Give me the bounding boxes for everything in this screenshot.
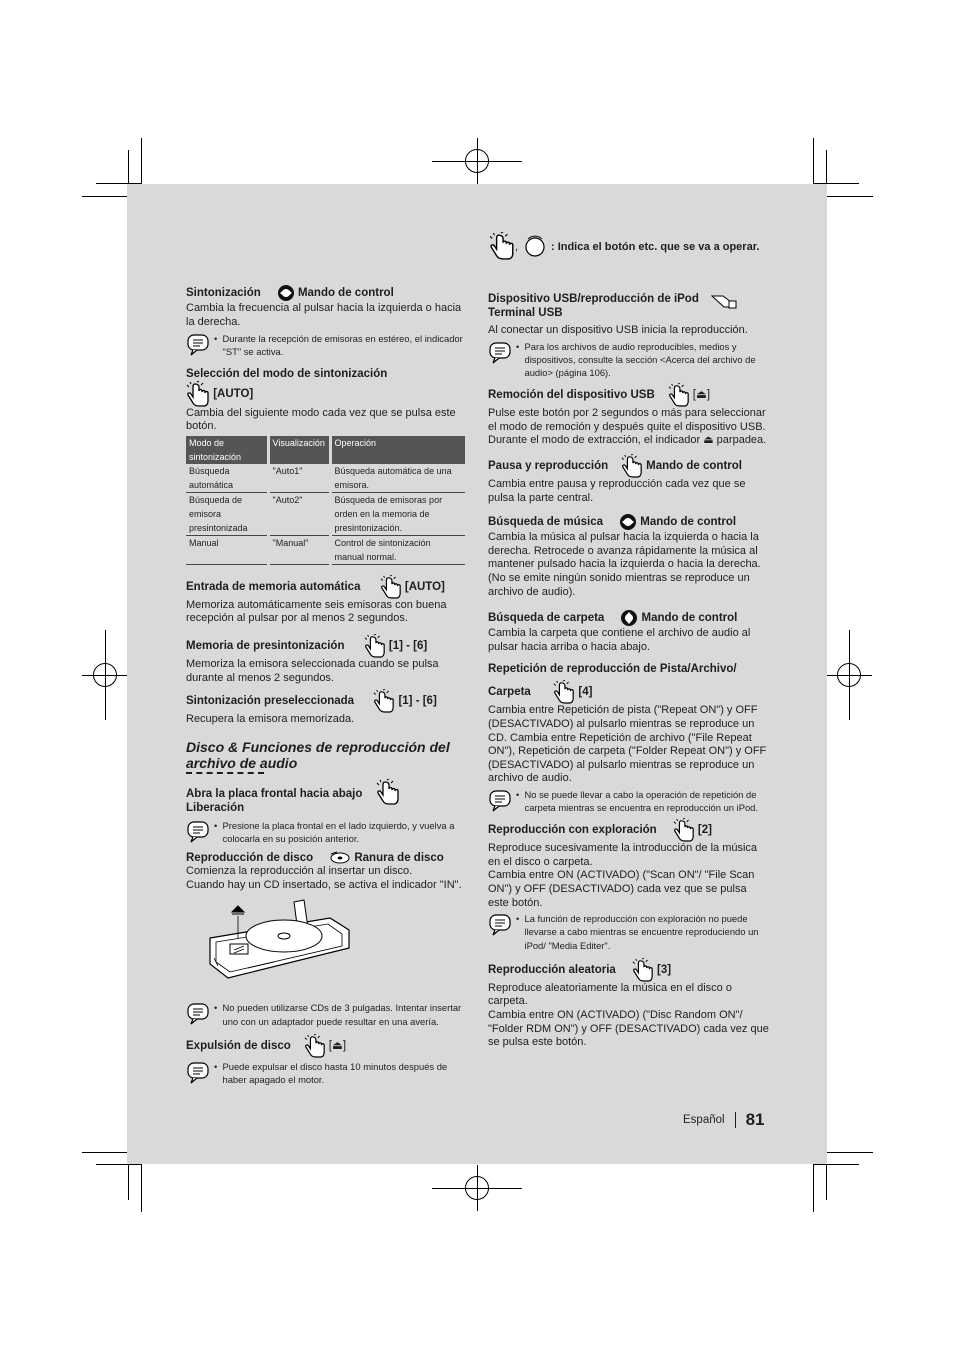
- table-row: [186, 492, 467, 535]
- note-icon: [488, 914, 512, 936]
- note-icon: [488, 790, 512, 812]
- modo-control-line: [186, 381, 468, 407]
- expulsion-note: • Puede expulsar el disco hasta 10 minutos después de haber apagado el motor.: [186, 1060, 468, 1086]
- control-knob-icon: [619, 513, 637, 531]
- hand-press-icon: [621, 454, 643, 478]
- musica-body: Cambia la música al pulsar hacia la izquierda o hacia la derecha. Retrocede o avanza rápidamente la música al mantener pulsado hacia la izquierda o hacia la derecha. (No se emite ningún sonido mientras se reproduce un archivo de audio).: [488, 531, 761, 598]
- table-row: [186, 464, 467, 493]
- remocion-heading: [488, 383, 770, 407]
- musica-control: Mando de control: [640, 516, 737, 529]
- entrada-title: Entrada de memoria automática: [186, 580, 361, 593]
- aleatoria-body1: Reproduce aleatoriamente la música en el disco o carpeta.: [488, 981, 732, 1008]
- footer-divider: [735, 1112, 736, 1128]
- hand-press-icon: [489, 232, 515, 260]
- presel-title: Sintonización preseleccionada: [186, 695, 355, 708]
- hand-press-icon: [380, 575, 402, 599]
- pausa-heading: [488, 454, 770, 478]
- carpeta-control: Mando de control: [641, 612, 738, 625]
- modo-control: [AUTO]: [213, 387, 254, 400]
- footer-language: Español: [683, 1114, 725, 1126]
- pausa-title: Pausa y reproducción: [488, 460, 609, 473]
- hand-press-icon: [186, 381, 210, 407]
- abra-note-text: Presione la placa frontal en el lado izquierdo, y vuelva a colocarla en su posición anterior.: [222, 819, 455, 844]
- repeticion-note-text: No se puede llevar a cabo la operación de repetición de carpeta mientras se encuentra en reproducción un iPod.: [524, 788, 758, 814]
- abra-note: • Presione la placa frontal en el lado izquierdo, y vuelva a colocarla en su posición anterior.: [186, 819, 468, 845]
- repeticion-control: [4]: [578, 686, 593, 699]
- sintonizacion-title: Sintonización: [186, 287, 261, 300]
- repeticion-title: Repetición de reproducción de Pista/Archivo/: [488, 663, 737, 676]
- usb-title: Dispositivo USB/reproducción de iPod: [488, 293, 699, 305]
- repro-note: • No pueden utilizarse CDs de 3 pulgadas. Intentar insertar uno con un adaptador puede resultar en una avería.: [186, 1001, 468, 1027]
- disc-slot-icon: [329, 851, 351, 865]
- usb-note: • Para los archivos de audio reproducibles, medios y dispositivos, consulte la sección <Acerca del archivo de audio> (página 106).: [488, 340, 770, 380]
- hand-press-icon: [364, 634, 386, 658]
- usb-title2: Terminal USB: [488, 307, 563, 319]
- repro-title: Reproducción de disco: [186, 852, 314, 865]
- sintonizacion-note-text: Durante la recepción de emisoras en estéreo, el indicador "ST" se activa.: [222, 333, 463, 358]
- usb-note-text: Para los archivos de audio reproducibles, medios y dispositivos, consulte la sección <Acerca del archivo de audio> (página 106).: [524, 340, 756, 378]
- usb-body: Al conectar un dispositivo USB inicia la reproducción.: [488, 324, 748, 336]
- abra-title2: Liberación: [186, 801, 245, 814]
- exploracion-note-text: La función de reproducción con exploración no puede llevarse a cabo mientras se encuentre reproduciendo un iPod/ "Media Editer".: [524, 913, 759, 951]
- legend-comma: ,: [515, 241, 519, 254]
- table-header: Operación: [330, 436, 467, 464]
- table-cell: Búsqueda automática de una emisora.: [330, 464, 467, 493]
- memoria-control: [1] - [6]: [388, 640, 428, 652]
- table-header: Visualización: [268, 436, 330, 464]
- repro-note-text: No pueden utilizarse CDs de 3 pulgadas. Intentar insertar uno con un adaptador puede resultar en una avería.: [222, 1002, 462, 1027]
- table-cell: "Auto2": [268, 492, 330, 535]
- sintonizacion-note: • Durante la recepción de emisoras en estéreo, el indicador "ST" se activa.: [186, 332, 468, 358]
- pausa-control: Mando de control: [646, 460, 742, 473]
- note-icon: [186, 821, 210, 843]
- usb-heading: [488, 292, 770, 320]
- exploracion-heading: [488, 818, 770, 842]
- hand-press-icon: [553, 680, 575, 704]
- modo-title: Selección del modo de sintonización: [186, 367, 388, 380]
- hand-press-icon: [673, 818, 695, 842]
- rotary-knob-icon: [523, 234, 547, 258]
- presel-heading: [186, 689, 468, 713]
- table-row: [186, 535, 467, 564]
- table-cell: Búsqueda de emisora presintonizada: [186, 492, 268, 535]
- repro-body2: Cuando hay un CD insertado, se activa el indicador "IN".: [186, 878, 462, 891]
- hand-press-icon: [304, 1034, 326, 1058]
- hand-press-icon: [632, 958, 654, 982]
- disc-insertion-illustration: [204, 898, 364, 993]
- table-cell: Control de sintonización manual normal.: [330, 535, 467, 564]
- repeticion-note: • No se puede llevar a cabo la operación de repetición de carpeta mientras se encuentra en reproducción un iPod.: [488, 788, 770, 814]
- table-cell: Búsqueda de emisoras por orden en la memoria de presintonización.: [330, 492, 467, 535]
- aleatoria-heading: [488, 958, 770, 982]
- table-cell: "Auto1": [268, 464, 330, 493]
- repeticion-body: Cambia entre Repetición de pista ("Repeat ON") y OFF (DESACTIVADO) al pulsarlo mientras se reproduce un CD. Cambia entre Repetición de archivo ("File Repeat ON"), Repetición de carpeta ("Folder Repeat ON") y OFF (DESACTIVADO) al pulsarlo mientras se reproduce un archivo de audio.: [488, 704, 767, 785]
- carpeta-title: Búsqueda de carpeta: [488, 612, 605, 625]
- exploracion-title: Reproducción con exploración: [488, 824, 657, 837]
- modo-body: Cambia del siguiente modo cada vez que se pulsa este botón.: [186, 406, 456, 433]
- memoria-heading: [186, 634, 468, 658]
- remocion-body: Pulse este botón por 2 segundos o más para seleccionar el modo de remoción y después quite el dispositivo USB. Durante el modo de extracción, el indicador ⏏ parpadea.: [488, 407, 767, 447]
- abra-heading: [186, 787, 468, 815]
- control-knob-vertical-icon: [620, 609, 638, 627]
- usb-plug-icon: [711, 292, 737, 310]
- entrada-heading: [186, 575, 468, 599]
- repeticion-heading: [488, 680, 770, 704]
- page-footer: [683, 1110, 764, 1130]
- legend: [489, 232, 759, 260]
- exploracion-note: • La función de reproducción con exploración no puede llevarse a cabo mientras se encuentre reproduciendo un iPod/ "Media Editer".: [488, 912, 770, 952]
- left-column: [186, 284, 468, 1086]
- repro-heading: [186, 851, 468, 865]
- control-knob-icon: [277, 284, 295, 302]
- note-icon: [186, 1003, 210, 1025]
- section-underline: [186, 772, 264, 774]
- sintonizacion-control: Mando de control: [297, 287, 394, 300]
- sintonizacion-body: Cambia la frecuencia al pulsar hacia la izquierda o hacia la derecha.: [186, 302, 462, 328]
- table-header: Modo de sintonización: [186, 436, 268, 464]
- repro-control: Ranura de disco: [354, 852, 444, 865]
- tuning-mode-table: [186, 436, 468, 565]
- right-column: [488, 292, 770, 1050]
- expulsion-control: [⏏]: [328, 1039, 347, 1052]
- expulsion-heading: [186, 1034, 468, 1058]
- remocion-title: Remoción del dispositivo USB: [488, 389, 655, 402]
- sintonizacion-heading: [186, 284, 468, 302]
- table-cell: "Manual": [268, 535, 330, 564]
- memoria-body: Memoriza la emisora seleccionada cuando se pulsa durante al menos 2 segundos.: [186, 657, 439, 684]
- section-title: [186, 739, 468, 771]
- presel-control: [1] - [6]: [398, 695, 437, 708]
- note-icon: [488, 342, 512, 364]
- note-icon: [186, 1062, 210, 1084]
- aleatoria-title: Reproducción aleatoria: [488, 963, 616, 976]
- entrada-control: [AUTO]: [404, 580, 445, 593]
- note-icon: [186, 334, 210, 356]
- expulsion-note-text: Puede expulsar el disco hasta 10 minutos después de haber apagado el motor.: [222, 1060, 448, 1085]
- exploracion-body2: Cambia entre ON (ACTIVADO) ("Scan ON"/ "File Scan ON") y OFF (DESACTIVADO) cada vez que se pulsa este botón.: [488, 869, 755, 909]
- abra-title: Abra la placa frontal hacia abajo: [186, 787, 363, 800]
- repeticion-title2: Carpeta: [488, 686, 531, 699]
- expulsion-title: Expulsión de disco: [186, 1039, 291, 1052]
- repro-body1: Comienza la reproducción al insertar un disco.: [186, 865, 413, 878]
- exploracion-body1: Reproduce sucesivamente la introducción de la música en el disco o carpeta.: [488, 842, 758, 868]
- presel-body: Recupera la emisora memorizada.: [186, 713, 355, 726]
- memoria-title: Memoria de presintonización: [186, 640, 345, 652]
- hand-press-icon: [376, 779, 400, 805]
- musica-title: Búsqueda de música: [488, 516, 604, 529]
- section-title-text: Disco & Funciones de reproducción del archivo de audio: [186, 738, 450, 771]
- aleatoria-control: [3]: [657, 963, 672, 976]
- table-cell: Manual: [186, 535, 268, 564]
- table-cell: Búsqueda automática: [186, 464, 268, 493]
- pausa-body: Cambia entre pausa y reproducción cada vez que se pulsa la parte central.: [488, 477, 746, 504]
- hand-press-icon: [668, 383, 690, 407]
- carpeta-body: Cambia la carpeta que contiene el archivo de audio al pulsar hacia arriba o hacia abajo.: [488, 627, 751, 653]
- carpeta-heading: [488, 609, 770, 627]
- legend-text: : Indica el botón etc. que se va a operar.: [550, 241, 760, 254]
- entrada-body: Memoriza automáticamente seis emisoras con buena recepción al pulsar por al menos 2 segundos.: [186, 598, 447, 625]
- exploracion-control: [2]: [697, 824, 712, 837]
- aleatoria-body2: Cambia entre ON (ACTIVADO) ("Disc Random ON"/ "Folder RDM ON") y OFF (DESACTIVADO) cada vez que se pulsa este botón.: [488, 1009, 769, 1049]
- remocion-control: [⏏]: [692, 389, 711, 402]
- page-number: 81: [745, 1110, 765, 1129]
- hand-press-icon: [373, 689, 395, 713]
- musica-heading: [488, 513, 770, 531]
